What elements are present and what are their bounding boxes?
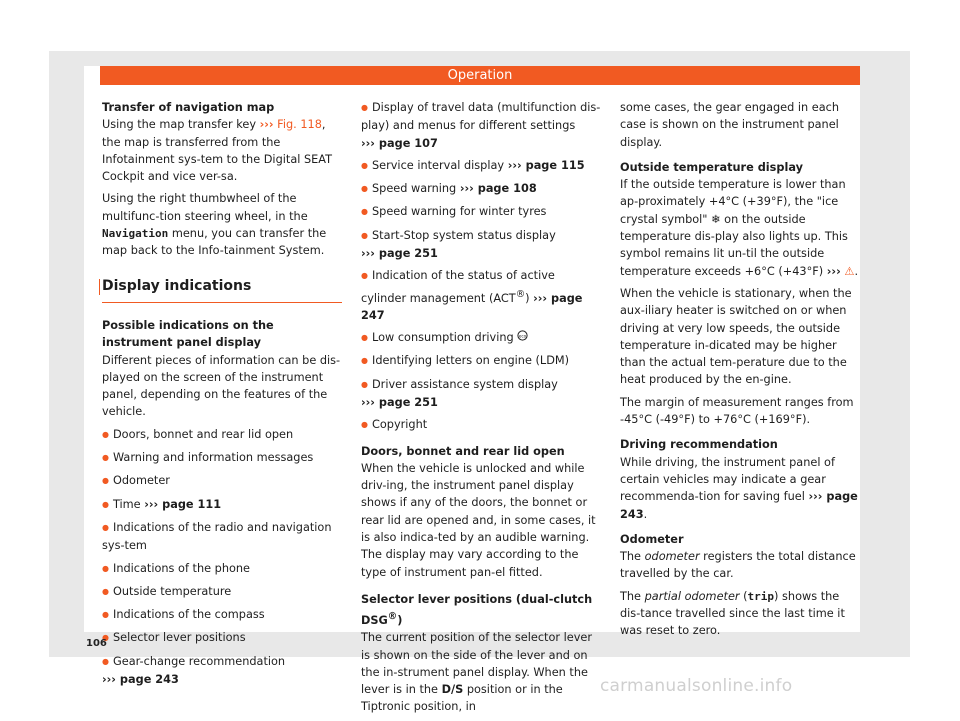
section-heading: Display indications [102,278,342,303]
svg-text:eco: eco [519,333,527,339]
page-link[interactable]: ››› page 243 [620,490,858,521]
page-link[interactable]: ››› page 251 [361,395,438,409]
heading-possible-indications: Possible indications on the instrument panel display [102,318,274,350]
list-item: ● Service interval display ››› page 115 [361,157,601,175]
column-3 [620,99,860,645]
paragraph: some cases, the gear engaged in each case is shown on the instrument panel display. [620,101,840,149]
list-item: ● Doors, bonnet and rear lid open [102,426,342,444]
list-item: ● Low consumption driving eco [361,329,601,347]
watermark: carmanualsonline.info [600,676,793,696]
list-item: ● Odometer [102,472,342,490]
list-item: ● Gear-change recommendation ››› page 243 [102,653,342,689]
list-item: ● Indications of the compass [102,606,342,624]
paragraph: The margin of measurement ranges from -45°C (-49°F) to +76°C (+169°F). [620,395,854,427]
paragraph: Using the right thumbwheel of the multifunc-tion steering wheel, in the Navigation menu, you can transfer the map back to the Info-tainment System. [102,192,327,258]
list-item: ● Warning and information messages [102,449,342,467]
heading-selector-lever: Selector lever positions (dual-clutch DSG®) [361,592,593,627]
heading-outside-temperature: Outside temperature display [620,160,803,174]
page-number: 106 [86,638,107,649]
list-item: ● Start-Stop system status display ››› page 251 [361,227,601,263]
page-link[interactable]: ››› page 111 [144,497,222,511]
list-item: ● Copyright [361,416,601,434]
link-arrows[interactable]: ››› [826,264,841,278]
column-2 [361,99,601,721]
warning-triangle-icon: ⚠ [844,264,855,278]
figure-link[interactable]: Fig. 118 [277,118,322,132]
page-link[interactable]: ››› page 115 [507,158,585,172]
snowflake-icon: ❄ [711,212,721,226]
list-item: ● Driver assistance system display ››› page 251 [361,376,601,412]
paragraph: While driving, the instrument panel of certain vehicles may indicate a gear recommenda-tion for saving fuel ››› page 243. [620,455,858,521]
heading-odometer: Odometer [620,532,684,546]
page-header: Operation [100,66,860,85]
list-item: ● Indications of the phone [102,560,342,578]
heading-doors: Doors, bonnet and rear lid open [361,444,565,458]
page-link[interactable]: ››› page 243 [102,673,179,687]
page-link[interactable]: ››› page 107 [361,136,438,150]
page-link[interactable]: ››› page 251 [361,247,438,261]
list-item: ● Selector lever positions [102,629,342,647]
list-item: ● Speed warning for winter tyres [361,203,601,221]
paragraph: When the vehicle is stationary, when the aux-iliary heater is switched on or when driving at very low speeds, the outside temperature in-dicated may be higher than the actual tem-perature due to the heat produced by the en-gine. [620,286,852,387]
eco-icon [517,329,528,346]
paragraph: Using the map transfer key ››› Fig. 118, the map is transferred from the Infotainment sys-tem to the Digital SEAT Cockpit and vice ver-sa. [102,118,333,184]
heading-driving-recommendation: Driving recommendation [620,438,778,452]
link-arrows[interactable]: ››› [259,118,274,132]
gear-position: D/S [441,683,464,697]
page-link[interactable]: ››› page 108 [459,182,537,196]
list-item: ● Display of travel data (multifunction dis-play) and menus for different settings ››› page 107 [361,99,601,152]
trip-label: trip [747,589,775,603]
list-item: ● Indications of the radio and navigation sys-tem [102,519,342,555]
column-1 [102,99,342,693]
list-item: ● Speed warning ››› page 108 [361,180,601,198]
paragraph: When the vehicle is unlocked and while driv-ing, the instrument panel display shows if any of the doors, the bonnet or rear lid are opened and, in some cases, it is also indica-ted by an audible warning. The display may vary according to the type of instrument pan-el fitted. [361,461,596,579]
paragraph: If the outside temperature is lower than ap-proximately +4°C (+39°F), the "ice crystal symbol" ❄ on the outside temperature dis-play also lights up. This symbol remains lit un-til the outside temperature exceeds +6°C (+43°F) ››› ⚠. [620,178,859,278]
paragraph: Different pieces of information can be dis-played on the screen of the instrument panel, depending on the features of the vehicle. [102,353,341,419]
page-link[interactable]: ››› page 247 [361,291,583,322]
paragraph: The current position of the selector lever is shown on the side of the lever and on the in-strument panel display. When the lever is in the D/S position or in the Tiptronic position, in [361,631,592,714]
paragraph: The partial odometer (trip) shows the dis-tance travelled since the last time it was reset to zero. [620,589,845,638]
heading-map-transfer: Transfer of navigation map [102,101,275,114]
paragraph: The odometer registers the total distance travelled by the car. [620,550,856,581]
list-item: ● Indication of the status of active cylinder management (ACT®) ››› page 247 [361,267,601,324]
list-item: ● Outside temperature [102,583,342,601]
list-item: ● Identifying letters on engine (LDM) [361,352,601,370]
menu-name: Navigation [102,227,169,241]
list-item: ● Time ››› page 111 [102,496,342,514]
